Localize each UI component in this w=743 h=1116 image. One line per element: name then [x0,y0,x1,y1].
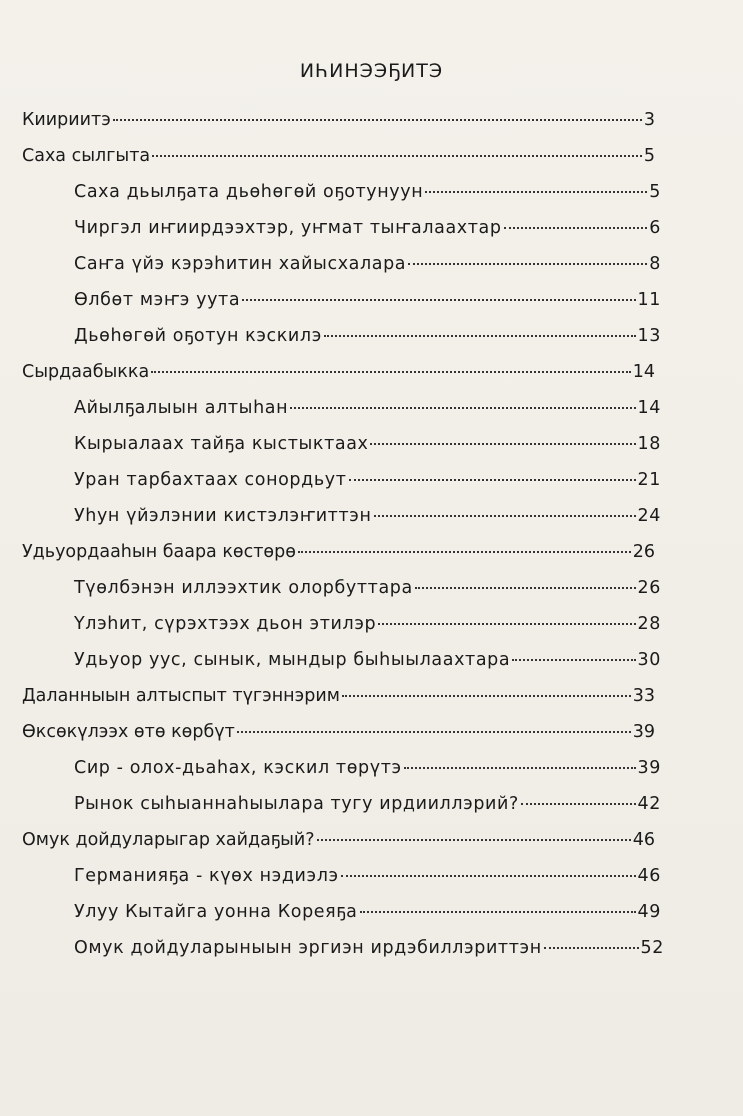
dot-leader [425,191,647,193]
dot-leader [374,515,636,517]
toc-entry-page-number: 26 [637,578,661,598]
dot-leader [237,731,631,733]
toc-entry [22,108,655,132]
toc-entry-title: Чиргэл иҥиирдээхтэр, уҥмат тыҥалаахтар [74,218,502,238]
dot-leader [341,875,636,877]
toc-entry-title: Айылҕалыын алтыһан [74,398,289,418]
toc-entry-page-number: 33 [632,686,655,706]
toc-entry-title: Үлэһит, сүрэхтээх дьон этилэр [74,614,377,634]
toc-entry-page-number: 39 [632,722,655,742]
toc-entry-page-number: 3 [643,110,655,130]
toc-entry-title: Омук дойдуларыгар хайдаҕый? [22,830,315,850]
toc-entry-title: Уран тарбахтаах сонордьут [74,470,347,490]
toc-entry-page-number: 6 [649,218,661,238]
toc-entry [74,612,661,636]
toc-entry-title: Рынок сыһыаннаһыылара тугу ирдииллэрий? [74,794,519,814]
toc-entry-title: Сырдаабыкка [22,362,150,382]
toc-entry-title: Өксөкүлээх өтө көрбүт [22,722,235,742]
dot-leader [512,659,635,661]
dot-leader [298,551,631,553]
toc-entry [74,396,661,420]
toc-entry-title: Улуу Кытайга уонна Кореяҕа [74,902,358,922]
toc-entry-page-number: 8 [649,254,661,274]
toc-entry-page-number: 11 [637,290,661,310]
toc-entry-page-number: 28 [637,614,661,634]
toc-entry [74,900,661,924]
dot-leader [324,335,636,337]
toc-entry-page-number: 26 [632,542,655,562]
dot-leader [152,155,642,157]
toc-entry [74,324,661,348]
dot-leader [342,695,631,697]
toc-entry-page-number: 46 [637,866,661,886]
toc-entry [74,432,661,456]
toc-entry-title: Даланныын алтыспыт түгэннэрим [22,686,340,706]
dot-leader [504,227,648,229]
toc-entry [22,720,655,744]
dot-leader [370,443,635,445]
toc-entry [22,828,655,852]
dot-leader [151,371,631,373]
toc-entry [74,864,661,888]
toc-entry-title: Кырыалаах тайҕа кыстыктаах [74,434,369,454]
toc-entry-page-number: 5 [643,146,655,166]
toc-entry [74,252,661,276]
toc-entry-page-number: 13 [637,326,661,346]
toc-entry-page-number: 30 [637,650,661,670]
toc-entry [74,504,661,528]
toc-entry-page-number: 18 [637,434,661,454]
dot-leader [378,623,635,625]
toc-entry [22,144,655,168]
toc-entry-page-number: 14 [637,398,661,418]
toc-entry-page-number: 46 [632,830,655,850]
toc-entry-title: Сир - олох-дьаһах, кэскил төрүтэ [74,758,402,778]
toc-entry-title: Омук дойдуларыныын эргиэн ирдэбиллэриттэн [74,938,542,958]
toc-entry [74,468,661,492]
toc-entry-page-number: 42 [637,794,661,814]
toc-entry-title: Өлбөт мэҥэ уута [74,290,241,310]
toc-entry-page-number: 52 [640,938,664,958]
dot-leader [404,767,636,769]
toc-entry-title: Саха дьылҕата дьөһөгөй оҕотунуун [74,182,424,202]
toc-entry-page-number: 14 [632,362,655,382]
dot-leader [544,947,639,949]
toc-entry-title: Киириитэ [22,110,111,130]
dot-leader [349,479,636,481]
toc-entry-page-number: 21 [637,470,661,490]
toc-entry-page-number: 24 [637,506,661,526]
toc-entry-title: Саҥа үйэ кэрэһитин хайысхалара [74,254,407,274]
toc-entry [74,936,664,960]
toc-entry-page-number: 39 [637,758,661,778]
toc-entry-title: Саха сылгыта [22,146,151,166]
page-title: ИҺИНЭЭҔИТЭ [299,60,444,82]
toc-entry [74,288,661,312]
toc-entry-title: Уһун үйэлэнии кистэлэҥиттэн [74,506,372,526]
toc-entry [22,540,655,564]
toc-entry-title: Германияҕа - күөх нэдиэлэ [74,866,339,886]
toc-entry-title: Удьуордааһын баара көстөрө [22,542,296,562]
toc-entry-title: Дьөһөгөй оҕотун кэскилэ [74,326,322,346]
dot-leader [242,299,635,301]
dot-leader [360,911,636,913]
toc-entry-page-number: 5 [649,182,661,202]
toc-entry [74,216,661,240]
dot-leader [113,119,642,121]
toc-entry [74,180,661,204]
toc-entry [74,648,661,672]
dot-leader [317,839,631,841]
toc-entry [22,360,655,384]
toc-entry-page-number: 49 [637,902,661,922]
toc-entry [74,576,661,600]
toc-entry [22,684,655,708]
dot-leader [521,803,636,805]
dot-leader [408,263,647,265]
toc-entry [74,792,661,816]
toc-entry-title: Түөлбэнэн иллээхтик олорбуттара [74,578,413,598]
dot-leader [290,407,635,409]
toc-entry [74,756,661,780]
dot-leader [415,587,636,589]
toc-entry-title: Удьуор уус, сынык, мындыр быһыылаахтара [74,650,511,670]
